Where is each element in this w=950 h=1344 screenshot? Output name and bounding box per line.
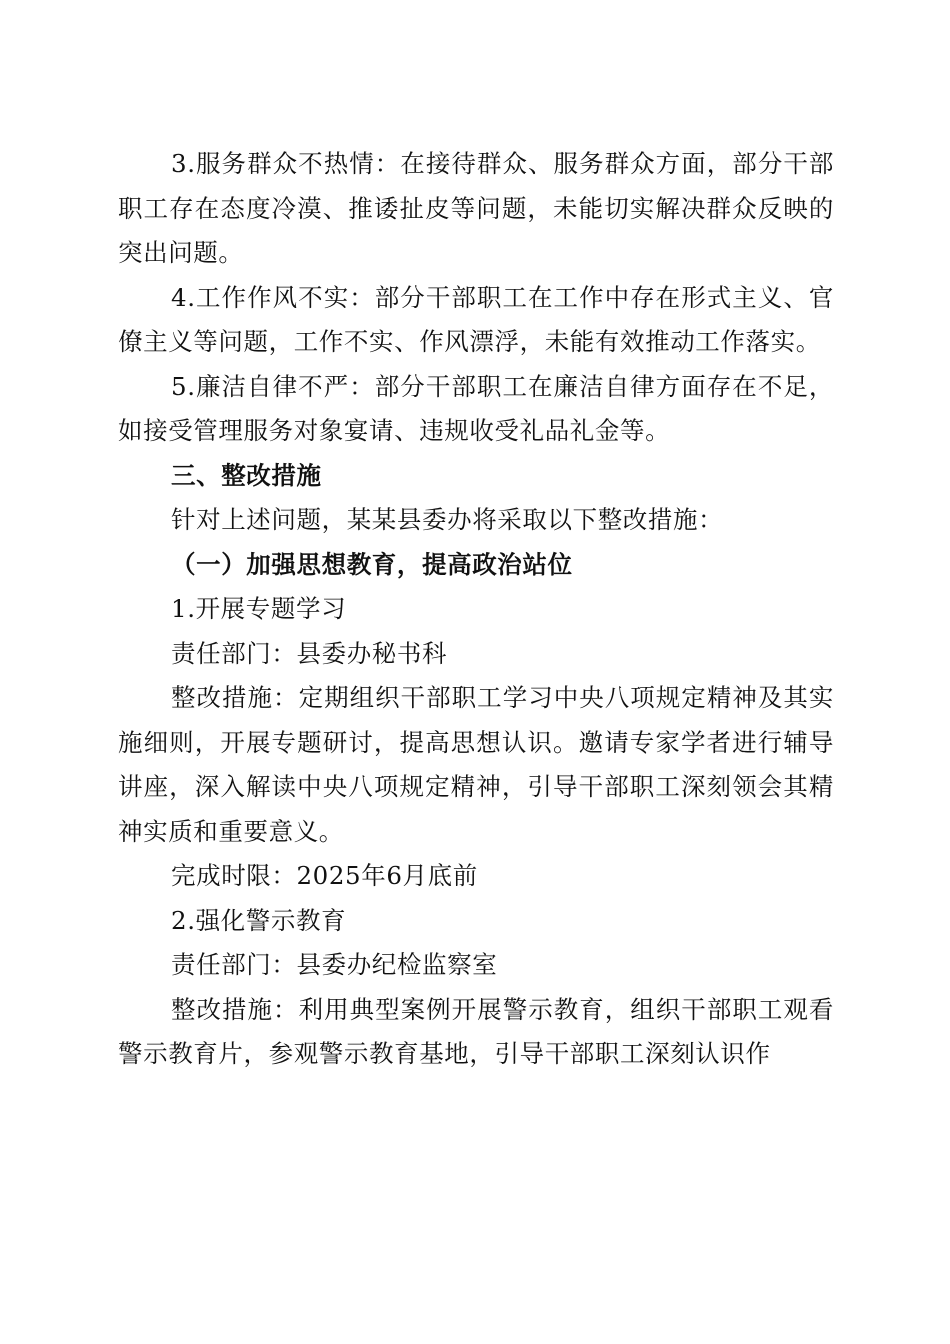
item-deadline: 完成时限：2025年6月底前	[171, 861, 478, 890]
item-measures: 整改措施：定期组织干部职工学习中央八项规定精神及其实施细则，开展专题研讨，提高思想认识。邀请专家学者进行辅导讲座，深入解读中央八项规定精神，引导干部职工深刻领会其精神实质和重要意义。	[118, 683, 834, 846]
item-measures: 整改措施：利用典型案例开展警示教育，组织干部职工观看警示教育片，参观警示教育基地，引导干部职工深刻认识作	[118, 994, 834, 1068]
item-title: 2.强化警示教育	[171, 905, 347, 935]
item-responsible-dept: 责任部门：县委办秘书科	[171, 638, 448, 668]
paragraph-problem-5: 5.廉洁自律不严：部分干部职工在廉洁自律方面存在不足，如接受管理服务对象宴请、违规收受礼品礼金等。	[118, 371, 834, 445]
item-title: 1.开展专题学习	[171, 594, 347, 623]
item-responsible-dept: 责任部门：县委办纪检监察室	[171, 950, 498, 979]
subsection-heading: （一）加强思想教育，提高政治站位	[171, 549, 573, 579]
section-intro: 针对上述问题，某某县委办将采取以下整改措施：	[171, 505, 724, 534]
paragraph-problem-4: 4.工作作风不实：部分干部职工在工作中存在形式主义、官僚主义等问题，工作不实、作风漂浮，未能有效推动工作落实。	[118, 282, 834, 356]
section-heading-rectification-measures: 三、整改措施	[171, 460, 322, 490]
document-body	[118, 142, 834, 1077]
paragraph-problem-3: 3.服务群众不热情：在接待群众、服务群众方面，部分干部职工存在态度冷漠、推诿扯皮等问题，未能切实解决群众反映的突出问题。	[118, 149, 834, 267]
